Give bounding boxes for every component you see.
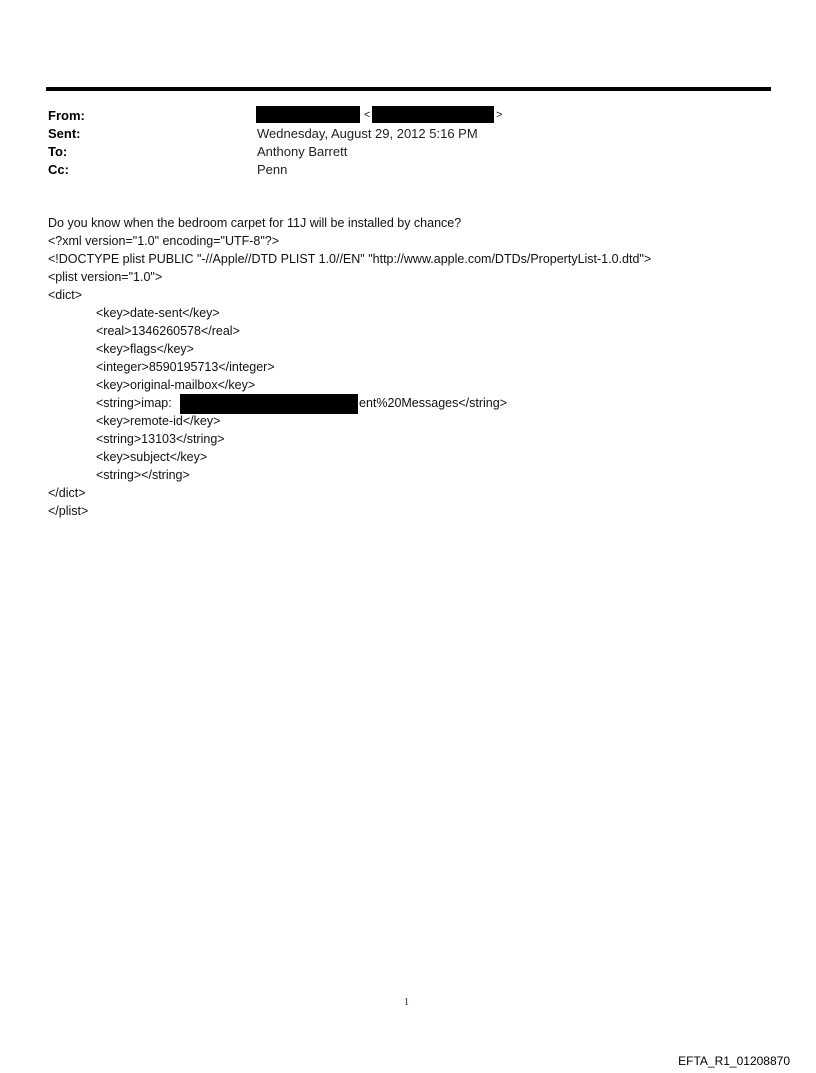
key-subject: <key>subject</key>: [96, 450, 208, 464]
message-question: Do you know when the bedroom carpet for 11J will be installed by chance?: [48, 216, 462, 230]
from-label: From:: [48, 108, 85, 123]
redacted-sender-email: [372, 106, 494, 123]
real-value: <real>1346260578</real>: [96, 324, 240, 338]
string-imap-prefix: <string>imap:: [96, 396, 172, 410]
key-flags: <key>flags</key>: [96, 342, 194, 356]
key-date-sent: <key>date-sent</key>: [96, 306, 220, 320]
to-value: Anthony Barrett: [257, 144, 348, 159]
plist-close: </plist>: [48, 504, 89, 518]
header-rule: [46, 87, 771, 91]
key-original-mailbox: <key>original-mailbox</key>: [96, 378, 256, 392]
sent-value: Wednesday, August 29, 2012 5:16 PM: [257, 126, 478, 141]
page-number: 1: [404, 997, 409, 1008]
xml-declaration: <?xml version="1.0" encoding="UTF-8"?>: [48, 234, 280, 248]
string-remote-id: <string>13103</string>: [96, 432, 225, 446]
doctype-line: <!DOCTYPE plist PUBLIC "-//Apple//DTD PLIST 1.0//EN" "http://www.apple.com/DTDs/PropertyList-1.0.dtd">: [48, 252, 652, 266]
cc-value: Penn: [257, 162, 288, 177]
cc-label: Cc:: [48, 162, 69, 177]
to-label: To:: [48, 144, 68, 159]
redacted-mailbox-path: [180, 394, 358, 414]
document-id: EFTA_R1_01208870: [678, 1054, 790, 1068]
redacted-sender-name: [256, 106, 360, 123]
string-imap-suffix: ent%20Messages</string>: [359, 396, 508, 410]
key-remote-id: <key>remote-id</key>: [96, 414, 221, 428]
dict-close: </dict>: [48, 486, 86, 500]
from-open-bracket: <: [364, 109, 371, 121]
plist-open: <plist version="1.0">: [48, 270, 163, 284]
dict-open: <dict>: [48, 288, 83, 302]
string-empty: <string></string>: [96, 468, 190, 482]
sent-label: Sent:: [48, 126, 81, 141]
integer-value: <integer>8590195713</integer>: [96, 360, 275, 374]
from-close-bracket: >: [496, 109, 503, 121]
